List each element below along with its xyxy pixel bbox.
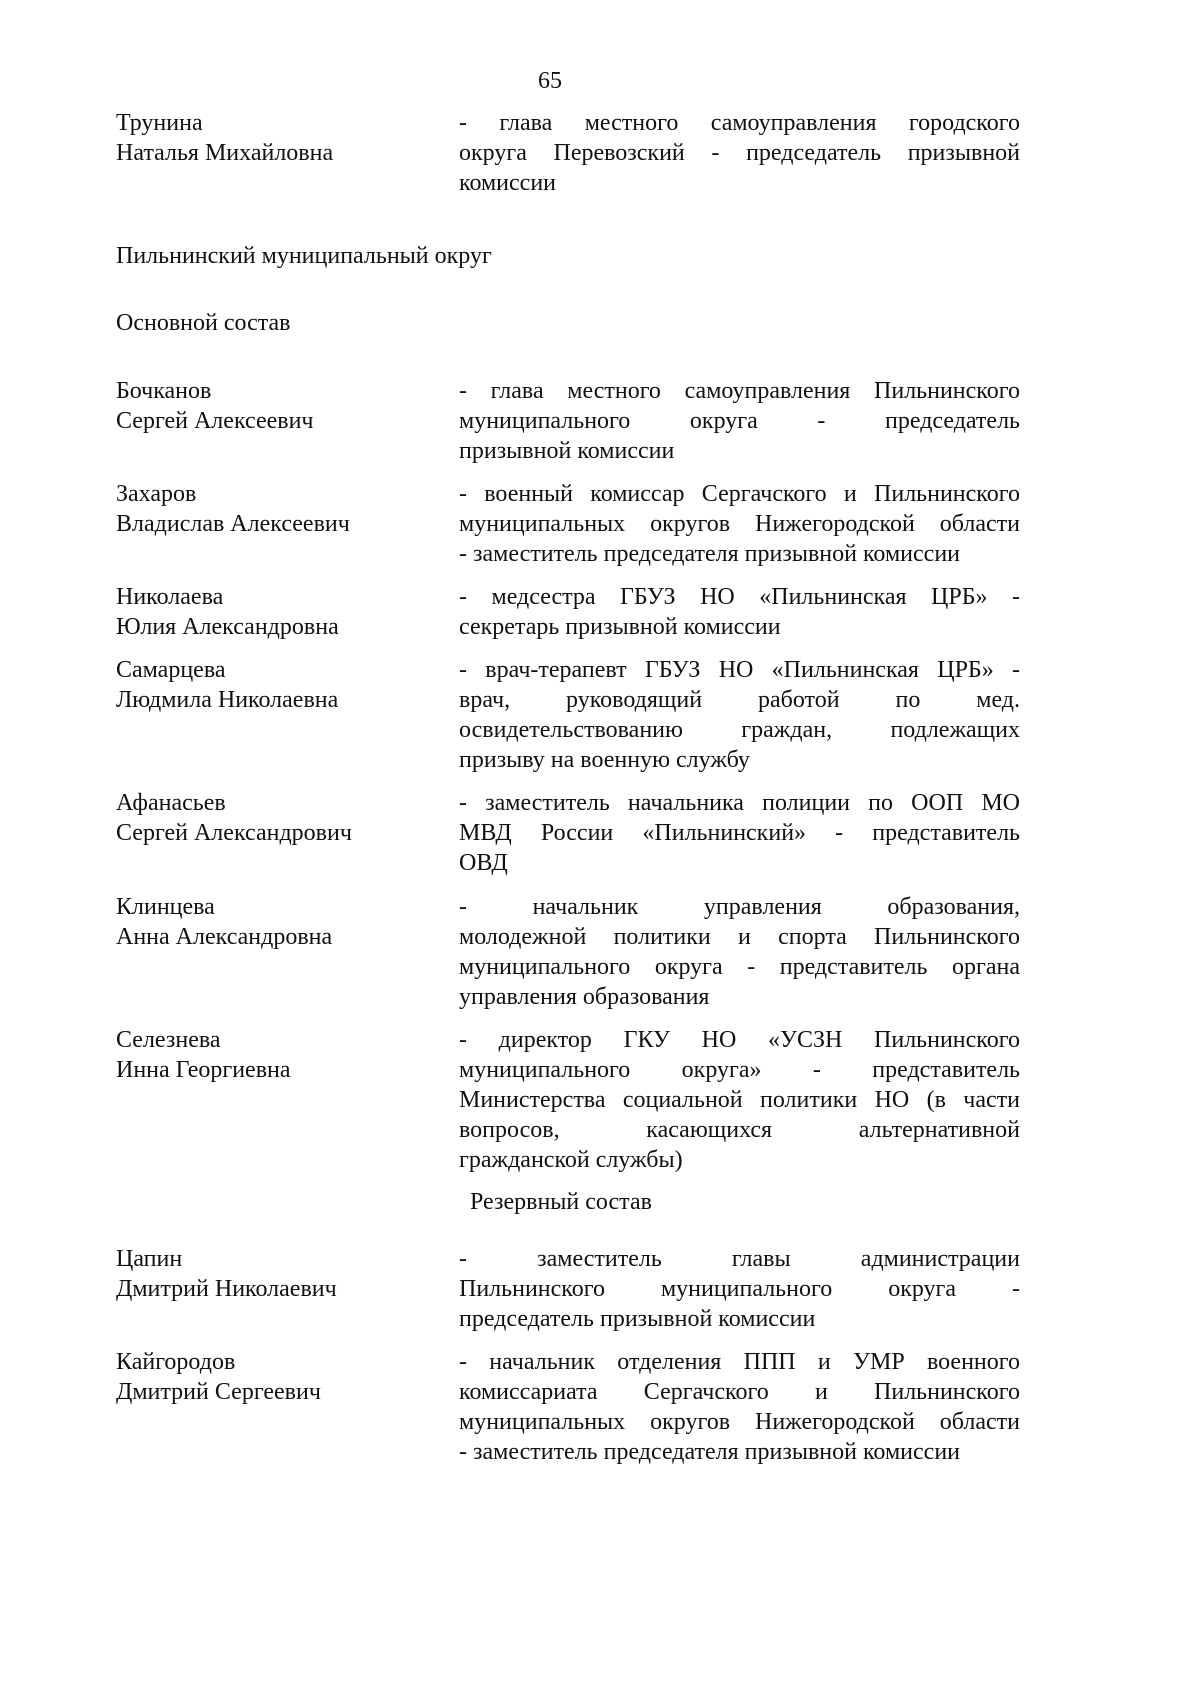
member-role bbox=[459, 892, 1020, 1012]
member-role bbox=[459, 1025, 1020, 1175]
role-line: Пильнинского муниципального округа - bbox=[459, 1276, 1020, 1302]
role-line: МВД России «Пильнинский» - представитель bbox=[459, 820, 1020, 846]
member-surname: Клинцева bbox=[116, 894, 215, 920]
role-line: округа Перевозский - председатель призывной bbox=[459, 140, 1020, 166]
member-surname: Бочканов bbox=[116, 378, 212, 404]
role-line: - директор ГКУ НО «УСЗН Пильнинского bbox=[459, 1027, 1020, 1053]
role-line: муниципального округа - председатель bbox=[459, 408, 1020, 434]
member-name bbox=[116, 479, 446, 539]
role-line: - начальник отделения ППП и УМР военного bbox=[459, 1349, 1020, 1375]
member-name bbox=[116, 1025, 446, 1085]
role-line: муниципальных округов Нижегородской области bbox=[459, 511, 1020, 537]
member-given-names: Владислав Алексеевич bbox=[116, 511, 350, 537]
member-surname: Самарцева bbox=[116, 657, 226, 683]
member-surname: Кайгородов bbox=[116, 1349, 236, 1375]
member-role bbox=[459, 788, 1020, 878]
role-line: - заместитель председателя призывной комиссии bbox=[459, 1439, 960, 1465]
member-given-names: Дмитрий Сергеевич bbox=[116, 1379, 321, 1405]
member-role bbox=[459, 479, 1020, 569]
member-surname: Трунина bbox=[116, 110, 203, 136]
role-line: - врач-терапевт ГБУЗ НО «Пильнинская ЦРБ» - bbox=[459, 657, 1020, 683]
role-line: призывной комиссии bbox=[459, 438, 675, 464]
member-given-names: Дмитрий Николаевич bbox=[116, 1276, 337, 1302]
role-line: врач, руководящий работой по мед. bbox=[459, 687, 1020, 713]
member-given-names: Людмила Николаевна bbox=[116, 687, 339, 713]
role-line: секретарь призывной комиссии bbox=[459, 614, 781, 640]
role-line: муниципального округа - представитель органа bbox=[459, 954, 1020, 980]
member-surname: Захаров bbox=[116, 481, 197, 507]
member-given-names: Сергей Александрович bbox=[116, 820, 352, 846]
role-line: - заместитель председателя призывной комиссии bbox=[459, 541, 960, 567]
member-role bbox=[459, 582, 1020, 642]
member-role bbox=[459, 376, 1020, 466]
member-role bbox=[459, 655, 1020, 775]
role-line: ОВД bbox=[459, 850, 508, 876]
member-name bbox=[116, 376, 446, 436]
role-line: комиссии bbox=[459, 170, 557, 196]
member-name bbox=[116, 655, 446, 715]
member-surname: Афанасьев bbox=[116, 790, 226, 816]
role-line: - военный комиссар Сергачского и Пильнинского bbox=[459, 481, 1020, 507]
member-given-names: Инна Георгиевна bbox=[116, 1057, 291, 1083]
member-name bbox=[116, 892, 446, 952]
member-given-names: Наталья Михайловна bbox=[116, 140, 334, 166]
member-name bbox=[116, 1347, 446, 1407]
member-role bbox=[459, 108, 1020, 198]
page-number: 65 bbox=[538, 68, 562, 94]
role-line: Министерства социальной политики НО (в части bbox=[459, 1087, 1020, 1113]
role-line: молодежной политики и спорта Пильнинского bbox=[459, 924, 1020, 950]
role-line: гражданской службы) bbox=[459, 1147, 683, 1173]
member-given-names: Юлия Александровна bbox=[116, 614, 339, 640]
role-line: - заместитель главы администрации bbox=[459, 1246, 1020, 1272]
member-surname: Николаева bbox=[116, 584, 224, 610]
member-name bbox=[116, 108, 446, 168]
main-composition-heading: Основной состав bbox=[116, 310, 291, 336]
member-given-names: Анна Александровна bbox=[116, 924, 333, 950]
role-line: освидетельствованию граждан, подлежащих bbox=[459, 717, 1020, 743]
role-line: председатель призывной комиссии bbox=[459, 1306, 816, 1332]
reserve-composition-heading: Резервный состав bbox=[470, 1189, 652, 1215]
member-given-names: Сергей Алексеевич bbox=[116, 408, 314, 434]
member-role bbox=[459, 1244, 1020, 1334]
role-line: - заместитель начальника полиции по ООП МО bbox=[459, 790, 1020, 816]
member-role bbox=[459, 1347, 1020, 1467]
role-line: комиссариата Сергачского и Пильнинского bbox=[459, 1379, 1020, 1405]
role-line: - начальник управления образования, bbox=[459, 894, 1020, 920]
role-line: - медсестра ГБУЗ НО «Пильнинская ЦРБ» - bbox=[459, 584, 1020, 610]
district-heading: Пильнинский муниципальный округ bbox=[116, 243, 492, 269]
member-name bbox=[116, 582, 446, 642]
role-line: муниципальных округов Нижегородской области bbox=[459, 1409, 1020, 1435]
member-surname: Селезнева bbox=[116, 1027, 221, 1053]
member-name bbox=[116, 1244, 446, 1304]
member-surname: Цапин bbox=[116, 1246, 183, 1272]
role-line: призыву на военную службу bbox=[459, 747, 750, 773]
role-line: - глава местного самоуправления городского bbox=[459, 110, 1020, 136]
role-line: вопросов, касающихся альтернативной bbox=[459, 1117, 1020, 1143]
member-name bbox=[116, 788, 446, 848]
role-line: - глава местного самоуправления Пильнинского bbox=[459, 378, 1020, 404]
role-line: муниципального округа» - представитель bbox=[459, 1057, 1020, 1083]
role-line: управления образования bbox=[459, 984, 710, 1010]
